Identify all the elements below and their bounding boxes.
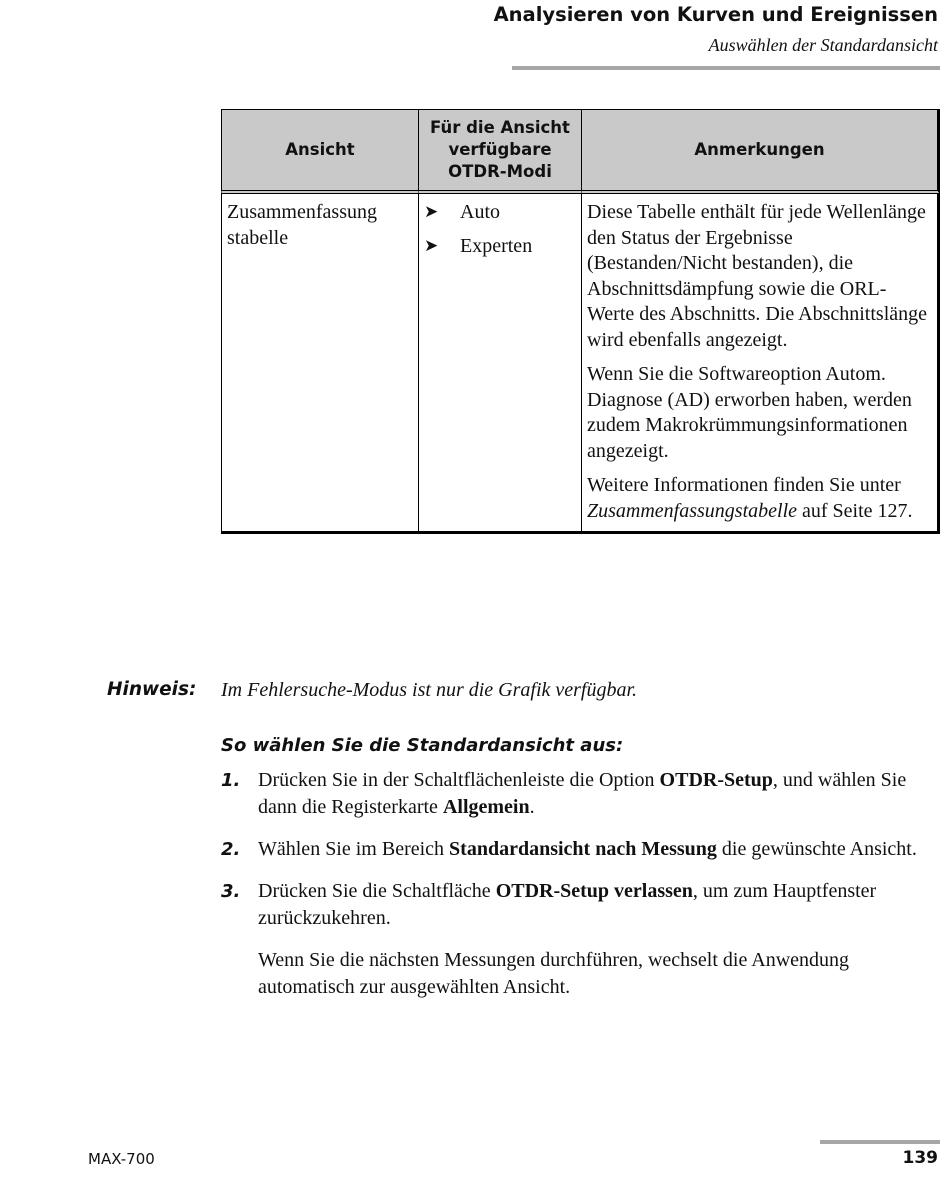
table-row	[221, 194, 940, 534]
mode-label: Experten	[460, 235, 533, 258]
page-header-subtitle: Auswählen der Standardansicht	[708, 35, 938, 55]
view-table	[221, 109, 940, 534]
table-header-row	[221, 109, 940, 194]
arrow-bullet-icon: ➤	[424, 236, 439, 257]
step-emphasis: OTDR-Setup verlassen	[495, 880, 693, 902]
page-number: 139	[902, 1148, 938, 1168]
procedure-note: Wenn Sie die nächsten Messungen durchführen, wechselt die Anwendung automatisch zur ausgewählten Ansicht.	[258, 949, 850, 998]
step-number: 1.	[221, 770, 241, 791]
step-emphasis: Standardansicht nach Messung	[449, 838, 717, 860]
cross-reference-link[interactable]: Zusammenfassungstabelle	[587, 499, 797, 522]
step-number: 3.	[221, 881, 241, 902]
page-header-title: Analysieren von Kurven und Ereignissen	[493, 3, 938, 26]
notes-cell	[581, 194, 940, 534]
step-text: .	[529, 796, 535, 818]
step-text: Drücken Sie in der Schaltflächenleiste die Option	[258, 769, 660, 791]
step-emphasis: OTDR-Setup	[659, 769, 773, 791]
note-paragraph	[587, 473, 932, 524]
mode-label: Auto	[460, 201, 500, 224]
procedure-step	[221, 878, 921, 932]
step-text: , und wählen Sie dann die Registerkarte	[258, 769, 907, 818]
procedure-step	[221, 836, 921, 863]
step-text: Drücken Sie die Schaltfläche	[258, 880, 496, 902]
hint-label: Hinweis:	[107, 679, 197, 700]
column-header-notes: Anmerkungen	[581, 109, 940, 194]
procedure-title: So wählen Sie die Standardansicht aus:	[221, 735, 624, 756]
step-emphasis: Allgemein	[442, 796, 530, 818]
footer-product: MAX-700	[88, 1150, 155, 1168]
step-text: Wählen Sie im Bereich	[258, 838, 450, 860]
header-rule	[512, 66, 940, 70]
modes-cell	[418, 194, 581, 534]
procedure-steps	[221, 767, 921, 1001]
note-text: auf Seite 127.	[797, 499, 913, 522]
procedure-step	[221, 767, 921, 821]
note-text: Weitere Informationen finden Sie unter	[587, 474, 901, 496]
step-text: die gewünschte Ansicht.	[716, 838, 917, 860]
note-paragraph: Diese Tabelle enthält für jede Wellenlänge den Status der Ergebnisse (Bestanden/Nicht bestanden), die Abschnittsdämpfung sowie die ORL-Werte des Abschnitts. Die Abschnittslänge wird ebenfalls angezeigt.	[587, 201, 927, 351]
mode-item	[424, 234, 576, 260]
step-number: 2.	[221, 839, 241, 860]
column-header-modes: Für die Ansicht verfügbare OTDR-Modi	[418, 109, 581, 194]
arrow-bullet-icon: ➤	[424, 202, 439, 223]
step-text: , um zum Hauptfenster zurückzukehren.	[258, 880, 877, 929]
hint-text: Im Fehlersuche-Modus ist nur die Grafik verfügbar.	[221, 679, 638, 701]
note-paragraph: Wenn Sie die Softwareoption Autom. Diagnose (AD) erworben haben, werden zudem Makrokrümmungsinformationen angezeigt.	[587, 363, 912, 462]
mode-item	[424, 200, 576, 226]
footer-rule	[820, 1140, 940, 1144]
view-name-cell: Zusammenfassung stabelle	[221, 194, 418, 534]
column-header-view: Ansicht	[221, 109, 418, 194]
